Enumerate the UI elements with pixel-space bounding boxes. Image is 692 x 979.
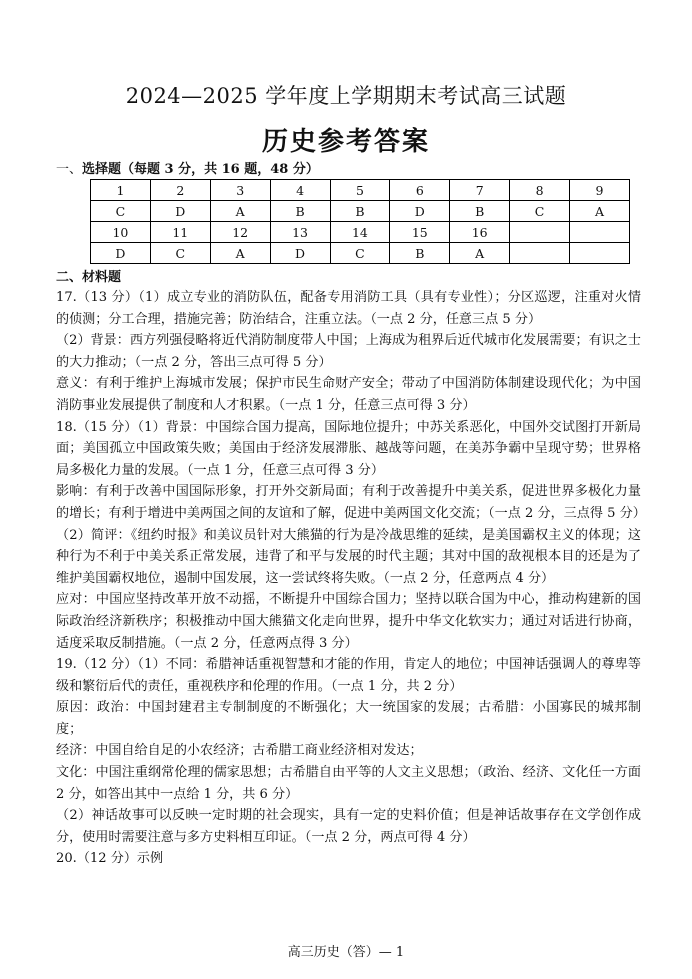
table-cell: 14 (330, 222, 390, 243)
table-cell: B (270, 201, 330, 222)
q17-part2-background: （2）背景：西方列强侵略将近代消防制度带人中国；上海成为租界后近代城市化发展需要；有识之士的大力推动；（一点 2 分，答出三点可得 5 分） (56, 333, 641, 370)
table-cell: A (450, 243, 510, 264)
table-cell: 5 (330, 180, 390, 201)
answer-body (56, 287, 646, 870)
section-1-heading (56, 158, 319, 177)
q17-part1: 17.（13 分）（1）成立专业的消防队伍，配备专用消防工具（具有专业性）；分区巡逻，注重对火情的侦测；分工合理，措施完善；防治结合，注重立法。（一点 2 分，任意三点 5 分） (56, 290, 641, 327)
table-cell: A (210, 201, 270, 222)
table-cell: 6 (390, 180, 450, 201)
table-cell: A (570, 201, 630, 222)
table-row (91, 180, 630, 201)
table-cell: C (510, 201, 570, 222)
table-cell (510, 243, 570, 264)
table-cell: 15 (390, 222, 450, 243)
q18-part1-impact: 影响：有利于改善中国国际形象，打开外交新局面；有利于改善提升中美关系，促进世界多极化力量的增长；有利于增进中美两国之间的友谊和了解，促进中美两国文化交流；（一点 2 分，三点得 5 分） (56, 484, 646, 521)
section-2-heading: 二、材料题 (56, 270, 122, 285)
table-row (91, 201, 630, 222)
table-cell: 13 (270, 222, 330, 243)
q17-part2-significance: 意义：有利于维护上海城市发展；保护市民生命财产安全；带动了中国消防体制建设现代化；为中国消防事业发展提供了制度和人才积累。（一点 1 分，任意三点可得 3 分） (56, 376, 641, 413)
table-cell: 2 (150, 180, 210, 201)
table-cell: C (330, 243, 390, 264)
q18-part2-response: 应对：中国应坚持改革开放不动摇，不断提升中国综合国力；坚持以联合国为中心，推动构建新的国际政治经济新秩序；积极推动中国大熊猫文化走向世界，提升中华文化软实力；通过对话进行协商，适度采取反制措施。（一点 2 分，任意两点得 3 分） (56, 592, 641, 651)
exam-title: 2024—2025 学年度上学期期末考试高三试题 (125, 84, 567, 108)
table-cell: 9 (570, 180, 630, 201)
table-cell: 7 (450, 180, 510, 201)
table-cell: C (150, 243, 210, 264)
table-cell: B (330, 201, 390, 222)
q18-part2-comment: （2）简评：《纽约时报》和美议员针对大熊猫的行为是冷战思维的延续，是美国霸权主义的体现；这种行为不利于中美关系正常发展，违背了和平与发展的时代主题；其对中国的敌视根本目的还是为了维护美国霸权地位，遏制中国发展，这一尝试终将失败。（一点 2 分，任意两点 4 分） (56, 527, 641, 586)
table-cell: 10 (91, 222, 151, 243)
q19-reason-politics: 原因：政治：中国封建君主专制制度的不断强化；大一统国家的发展；古希腊：小国寡民的城邦制度； (56, 700, 641, 737)
table-row (91, 243, 630, 264)
answer-table (90, 179, 630, 264)
table-cell: C (91, 201, 151, 222)
table-cell (510, 222, 570, 243)
table-cell: 12 (210, 222, 270, 243)
table-cell: D (390, 201, 450, 222)
table-cell (570, 222, 630, 243)
table-row (91, 222, 630, 243)
table-cell: 16 (450, 222, 510, 243)
q19-reason-culture: 文化：中国注重纲常伦理的儒家思想；古希腊自由平等的人文主义思想；（政治、经济、文化任一方面 2 分，如答出其中一点给 1 分，共 6 分） (56, 765, 641, 802)
q18-part1-background: 18.（15 分）（1）背景：中国综合国力提高，国际地位提升；中苏关系恶化，中国外交试图打开新局面；美国孤立中国政策失败；美国由于经济发展滞胀、越战等问题，在美苏争霸中呈现守势；世界格局多极化力量的发展。（一点 1 分，任意三点可得 3 分） (56, 419, 641, 478)
q19-reason-economy: 经济：中国自给自足的小农经济；古希腊工商业经济相对发达； (56, 743, 423, 759)
q19-part1-difference: 19.（12 分）（1）不同：希腊神话重视智慧和才能的作用，肯定人的地位；中国神话强调人的尊卑等级和繁衍后代的责任，重视秩序和伦理的作用。（一点 1 分，共 2 分） (56, 657, 641, 694)
section-1-prefix: 一、 (56, 162, 83, 177)
table-cell: B (450, 201, 510, 222)
table-cell: 3 (210, 180, 270, 201)
q20-heading: 20.（12 分）示例 (56, 851, 164, 867)
table-cell: 11 (150, 222, 210, 243)
table-cell: 4 (270, 180, 330, 201)
table-cell: D (91, 243, 151, 264)
table-cell: B (390, 243, 450, 264)
table-cell: 8 (510, 180, 570, 201)
q19-part2: （2）神话故事可以反映一定时期的社会现实，具有一定的史料价值；但是神话故事存在文学创作成分，使用时需要注意与多方史料相互印证。（一点 2 分，两点可得 4 分） (56, 808, 641, 845)
page-footer: 高三历史（答）— 1 (287, 945, 405, 960)
table-cell: 1 (91, 180, 151, 201)
table-cell: D (270, 243, 330, 264)
section-1-label: 选择题（每题 3 分，共 16 题，48 分） (82, 162, 319, 177)
table-cell (570, 243, 630, 264)
answer-key-title: 历史参考答案 (261, 127, 430, 157)
table-cell: D (150, 201, 210, 222)
table-cell: A (210, 243, 270, 264)
